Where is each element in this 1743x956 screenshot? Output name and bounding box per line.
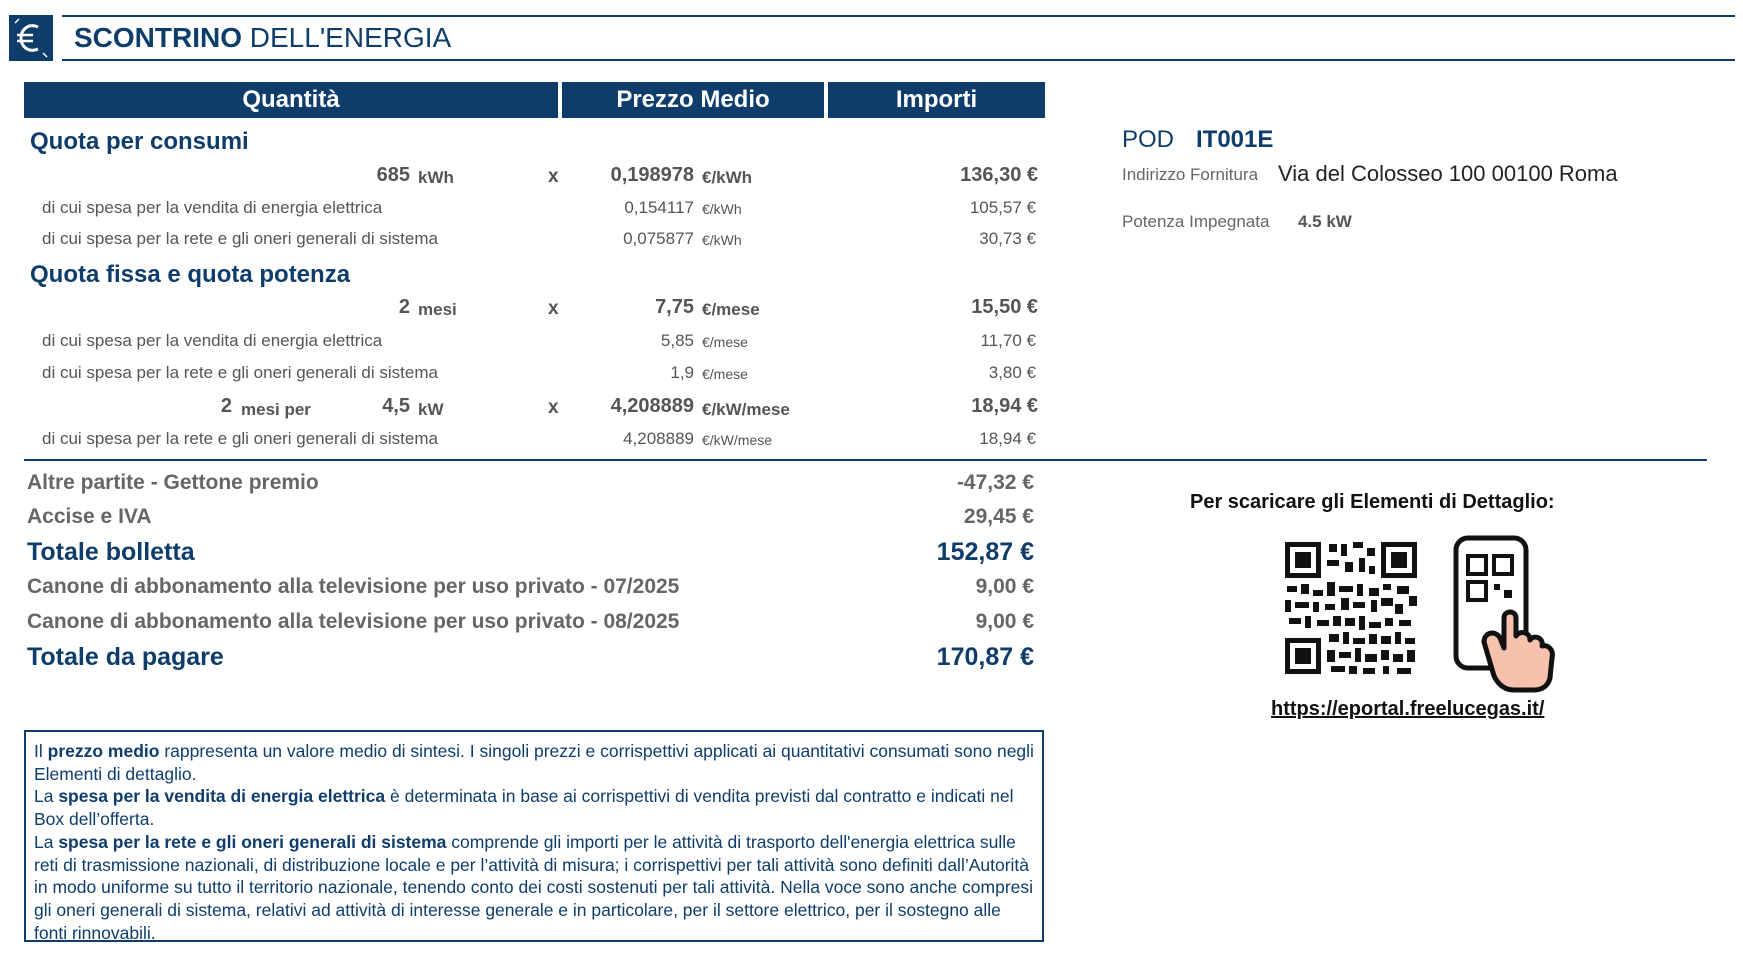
address-value: Via del Colosseo 100 00100 Roma — [1278, 161, 1618, 186]
note-paragraph-prezzo-medio: Il prezzo medio rappresenta un valore medio di sintesi. I singoli prezzi e corrispettivi applicati ai quantitativi consumati sono negli Elementi di dettaglio. — [34, 741, 1034, 784]
totale-da-pagare-label: Totale da pagare — [27, 643, 224, 671]
altre-partite-value: -47,32 € — [956, 471, 1034, 494]
section-separator — [24, 459, 1707, 461]
phone-scan-icon — [1450, 534, 1562, 694]
column-header-prezzo-medio: Prezzo Medio — [562, 82, 824, 118]
fissa-sub2-unit: €/mese — [702, 366, 748, 382]
consumi-sub1-amount: 105,57 € — [969, 198, 1036, 217]
consumi-sub1-label: di cui spesa per la vendita di energia elettrica — [42, 198, 383, 217]
fissa-sub1-price: 5,85 — [660, 331, 694, 350]
fissa-sub1-amount: 11,70 € — [980, 331, 1036, 350]
fissa-sub1-label: di cui spesa per la vendita di energia elettrica — [42, 331, 383, 350]
potenza-sub-amount: 18,94 € — [979, 429, 1036, 448]
power-label: Potenza Impegnata — [1122, 212, 1270, 231]
fissa-sub2-amount: 3,80 € — [988, 363, 1036, 382]
qr-code-icon[interactable] — [1283, 540, 1419, 676]
altre-partite-label: Altre partite - Gettone premio — [27, 471, 319, 494]
canone-08-label: Canone di abbonamento alla televisione per uso privato - 08/2025 — [27, 610, 680, 633]
potenza-months: 2 — [220, 395, 232, 417]
potenza-price: 4,208889 — [610, 395, 694, 417]
consumi-sub2-unit: €/kWh — [702, 232, 742, 248]
consumi-sub2-label: di cui spesa per la rete e gli oneri generali di sistema — [42, 229, 438, 248]
fissa-sub1-unit: €/mese — [702, 334, 748, 350]
address-label: Indirizzo Fornitura — [1122, 165, 1259, 184]
consumi-sub2-amount: 30,73 € — [979, 229, 1036, 248]
euro-icon — [9, 15, 53, 61]
canone-08-value: 9,00 € — [975, 610, 1034, 633]
potenza-kw-unit: kW — [418, 400, 444, 419]
column-header-importi: Importi — [828, 82, 1045, 118]
consumi-times: x — [548, 166, 559, 187]
portal-link[interactable]: https://eportal.freelucegas.it/ — [1271, 698, 1545, 720]
section-title-consumi: Quota per consumi — [30, 128, 249, 155]
potenza-price-unit: €/kW/mese — [702, 400, 790, 419]
accise-value: 29,45 € — [963, 505, 1034, 528]
note-paragraph-rete: La spesa per la rete e gli oneri generali di sistema comprende gli importi per le attività di trasporto dell'energia elettrica sulle reti di trasmissione nazionali, di distribuzione locale e per l’attività di misura; i corrispettivi per tali attività sono definiti dall’Autorità in modo uniforme su tutto il territorio nazionale, tenendo conto dei costi sostenuti per tali attività. Nella voce sono anche compresi gli oneri generali di sistema, relativi ad attività di interesse generale e in particolare, per il settore elettrico, per il sostegno alle fonti rinnovabili. — [34, 831, 1034, 943]
potenza-sub-price: 4,208889 — [623, 429, 694, 448]
header-top-rule — [62, 15, 1735, 17]
consumi-sub1-unit: €/kWh — [702, 201, 742, 217]
consumi-amount: 136,30 € — [960, 164, 1038, 186]
pod-label: POD — [1122, 126, 1175, 153]
note-paragraph-vendita: La spesa per la vendita di energia elettrica è determinata in base ai corrispettivi di vendita previsti dal contratto e indicati nel Box dell’offerta. — [34, 786, 1014, 830]
pod-value: IT001E — [1196, 126, 1274, 153]
canone-07-label: Canone di abbonamento alla televisione per uso privato - 07/2025 — [27, 575, 680, 598]
page-title: SCONTRINO DELL'ENERGIA — [74, 22, 452, 53]
fissa-qty-unit: mesi — [418, 300, 457, 319]
totale-da-pagare-value: 170,87 € — [936, 643, 1034, 671]
column-header-quantita: Quantità — [24, 82, 558, 118]
consumi-price-unit: €/kWh — [702, 168, 753, 187]
consumi-sub2-price: 0,075877 — [623, 229, 694, 248]
fissa-amount: 15,50 € — [971, 296, 1038, 318]
potenza-months-unit: mesi per — [241, 400, 311, 419]
consumi-qty-unit: kWh — [418, 168, 454, 187]
canone-07-value: 9,00 € — [975, 575, 1034, 598]
potenza-times: x — [548, 397, 559, 418]
download-title: Per scaricare gli Elementi di Dettaglio: — [1190, 491, 1555, 513]
fissa-sub2-price: 1,9 — [670, 363, 694, 382]
fissa-times: x — [548, 298, 559, 319]
potenza-sub-label: di cui spesa per la rete e gli oneri generali di sistema — [42, 429, 438, 448]
consumi-price: 0,198978 — [610, 164, 694, 186]
header-bottom-rule — [62, 59, 1735, 61]
potenza-amount: 18,94 € — [971, 395, 1038, 417]
fissa-sub2-label: di cui spesa per la rete e gli oneri generali di sistema — [42, 363, 438, 382]
potenza-sub-unit: €/kW/mese — [702, 432, 773, 448]
section-title-fissa: Quota fissa e quota potenza — [30, 261, 351, 288]
totale-bolletta-label: Totale bolletta — [27, 538, 195, 566]
info-note-box — [24, 730, 1044, 942]
totale-bolletta-value: 152,87 € — [936, 538, 1034, 566]
consumi-sub1-price: 0,154117 — [624, 198, 694, 217]
consumi-qty: 685 — [376, 164, 410, 186]
power-value: 4.5 kW — [1298, 212, 1352, 231]
accise-label: Accise e IVA — [27, 505, 152, 528]
potenza-kw: 4,5 — [382, 395, 410, 417]
fissa-qty: 2 — [398, 296, 410, 318]
fissa-price: 7,75 — [655, 296, 694, 318]
fissa-price-unit: €/mese — [702, 300, 760, 319]
